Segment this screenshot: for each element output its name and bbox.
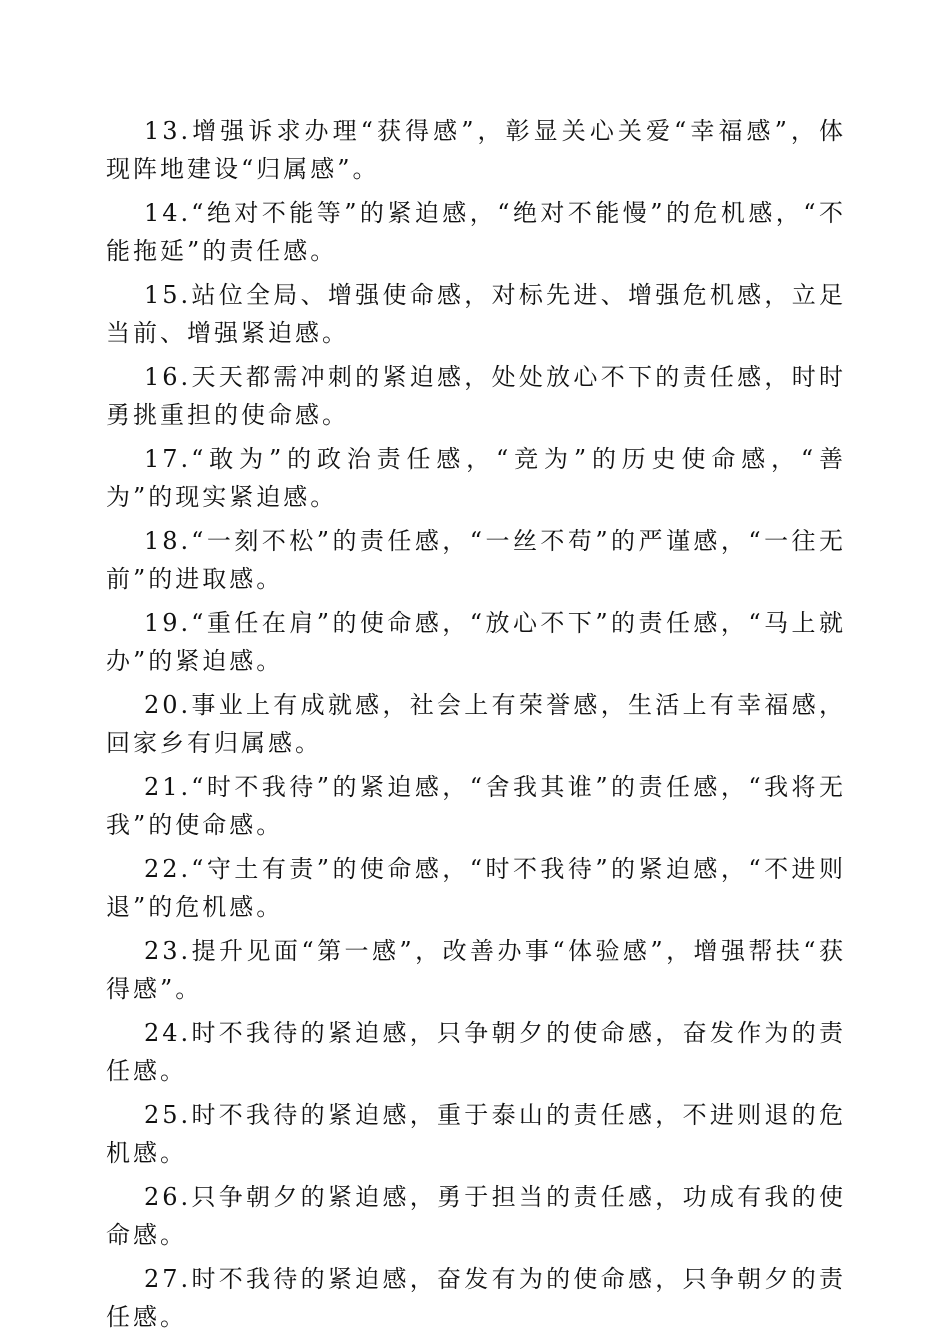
- list-item-27: 27.时不我待的紧迫感，奋发有为的使命感，只争朝夕的责任感。: [106, 1265, 846, 1331]
- list-item-21: 21.“时不我待”的紧迫感，“舍我其谁”的责任感，“我将无我”的使命感。: [106, 773, 846, 839]
- list-item-14: 14.“绝对不能等”的紧迫感，“绝对不能慢”的危机感，“不能拖延”的责任感。: [106, 199, 846, 265]
- list-item-25: 25.时不我待的紧迫感，重于泰山的责任感，不进则退的危机感。: [106, 1101, 846, 1167]
- list-item-17: 17.“敢为”的政治责任感，“竞为”的历史使命感，“善为”的现实紧迫感。: [106, 445, 846, 511]
- list-item-23: 23.提升见面“第一感”，改善办事“体验感”，增强帮扶“获得感”。: [106, 937, 846, 1003]
- list-item-22: 22.“守土有责”的使命感，“时不我待”的紧迫感，“不进则退”的危机感。: [106, 855, 846, 921]
- list-item-24: 24.时不我待的紧迫感，只争朝夕的使命感，奋发作为的责任感。: [106, 1019, 846, 1085]
- list-item-26: 26.只争朝夕的紧迫感，勇于担当的责任感，功成有我的使命感。: [106, 1183, 846, 1249]
- list-item-16: 16.天天都需冲刺的紧迫感，处处放心不下的责任感，时时勇挑重担的使命感。: [106, 363, 846, 429]
- list-item-18: 18.“一刻不松”的责任感，“一丝不苟”的严谨感，“一往无前”的进取感。: [106, 527, 846, 593]
- list-item-15: 15.站位全局、增强使命感，对标先进、增强危机感，立足当前、增强紧迫感。: [106, 281, 846, 347]
- list-item-19: 19.“重任在肩”的使命感，“放心不下”的责任感，“马上就办”的紧迫感。: [106, 609, 846, 675]
- document-body: [106, 112, 846, 1342]
- list-item-13: 13.增强诉求办理“获得感”，彰显关心关爱“幸福感”，体现阵地建设“归属感”。: [106, 117, 846, 183]
- list-item-20: 20.事业上有成就感，社会上有荣誉感，生活上有幸福感，回家乡有归属感。: [106, 691, 846, 757]
